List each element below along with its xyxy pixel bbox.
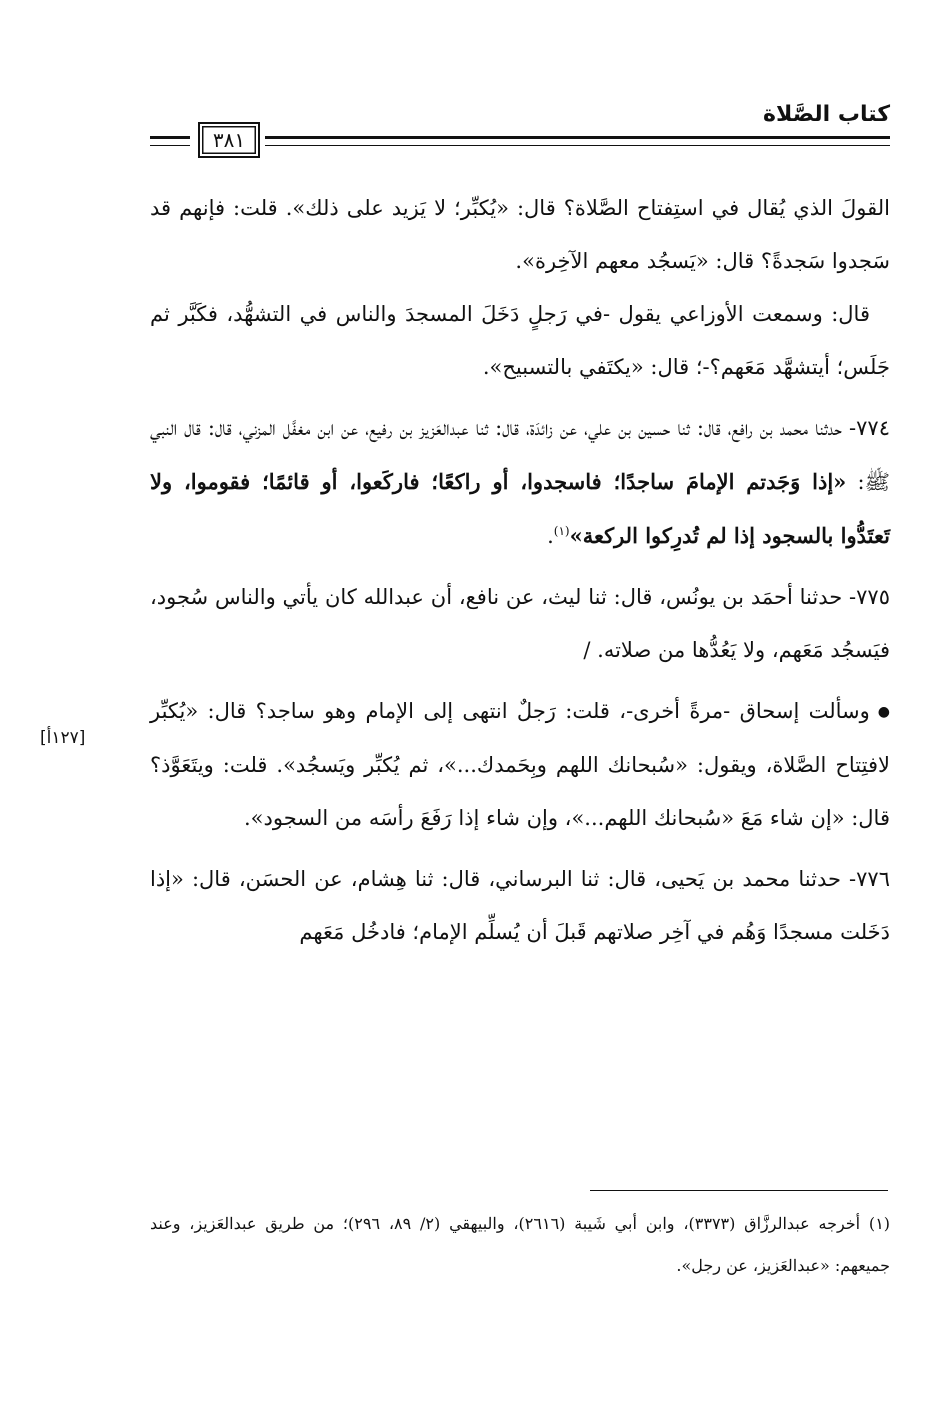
question-text: وسألت إسحاق -مرةً أخرى-، قلت: رَجلٌ انتهى إلى الإمام وهو ساجد؟ قال: «يُكبِّر لافتِتاح الصَّلاة، ويقول: «سُبحانك اللهم وبِحَمدك...»، ثم يُكبِّر ويَسجُد». قلت: ويتَعَوَّذ؟ قال: «إن شاء مَعَ «سُبحانك اللهم...»، وإن شاء إذا رَفَعَ رأسَه من السجود». bbox=[150, 699, 890, 830]
hadith-776: ٧٧٦- حدثنا محمد بن يَحيى، قال: ثنا البرساني، قال: ثنا هِشام، عن الحسَن، قال: «إذا دَخَلت مسجدًا وَهُم في آخِر صلاتهم قَبلَ أن يُسلِّم الإمام؛ فادخُل مَعَهم bbox=[150, 867, 890, 944]
hadith-774 bbox=[150, 402, 890, 563]
main-text bbox=[150, 182, 890, 959]
footnote-1: (١) أخرجه عبدالرزَّاق (٣٣٧٣)، وابن أبي شَيبة (٢٦١٦)، والبيهقي (٢/ ٨٩، ٢٩٦)؛ من طريق عبدالعَزيز، وعند جميعهم: «عبدالعَزيز، عن رجل». bbox=[150, 1214, 891, 1275]
footnotes bbox=[150, 1203, 890, 1287]
paragraph: القولَ الذي يُقال في استِفتاح الصَّلاة؟ قال: «يُكبِّر؛ لا يَزيد على ذلك». قلت: فإنهم قد سَجدوا سَجدةً؟ قال: «يَسجُد معهم الآخِرة». bbox=[150, 196, 890, 273]
paragraph: قال: وسمعت الأوزاعي يقول -في رَجلٍ دَخَلَ المسجدَ والناس في التشهُّد، فكَبَّر ثم جَلَس؛ أيتشهَّد مَعَهم؟-؛ قال: «يكتَفي بالتسبيح». bbox=[150, 302, 890, 379]
footnote-reference[interactable]: (١) bbox=[553, 524, 570, 538]
punctuation: . bbox=[547, 524, 554, 548]
question-paragraph bbox=[150, 685, 890, 845]
hadith-chain: ٧٧٤- حدثنا محمد بن رافع، قال: ثنا حسين بن علي، عن زائدَة، قال: ثنا عبدالعَزيز بن رفيع، عن ابن مغفَّل المزني، قال: قال النبي ﷺ: bbox=[150, 416, 891, 494]
footnote-separator bbox=[590, 1190, 888, 1191]
page-number: ٣٨١ bbox=[198, 122, 260, 158]
hadith-775: ٧٧٥- حدثنا أحمَد بن يونُس، قال: ثنا ليث، عن نافع، أن عبدالله كان يأتي والناس سُجود، فيَسجُد مَعَهم، ولا يَعُدُّها من صلاته. / bbox=[150, 585, 890, 662]
header-rule bbox=[265, 136, 890, 146]
page-header bbox=[150, 100, 890, 160]
folio-margin-note: [١٢٧أ] bbox=[40, 728, 86, 748]
bullet-icon: ● bbox=[877, 704, 890, 720]
hadith-text: «إذا وَجَدتم الإمامَ ساجدًا؛ فاسجدوا، أو راكعًا؛ فاركَعوا، أو قائمًا؛ فقوموا، ولا تَعتَدُّوا بالسجود إذا لم تُدرِكوا الركعة» bbox=[150, 469, 890, 548]
book-title: كتاب الصَّلاة bbox=[763, 102, 890, 127]
header-rule-left bbox=[150, 136, 190, 146]
